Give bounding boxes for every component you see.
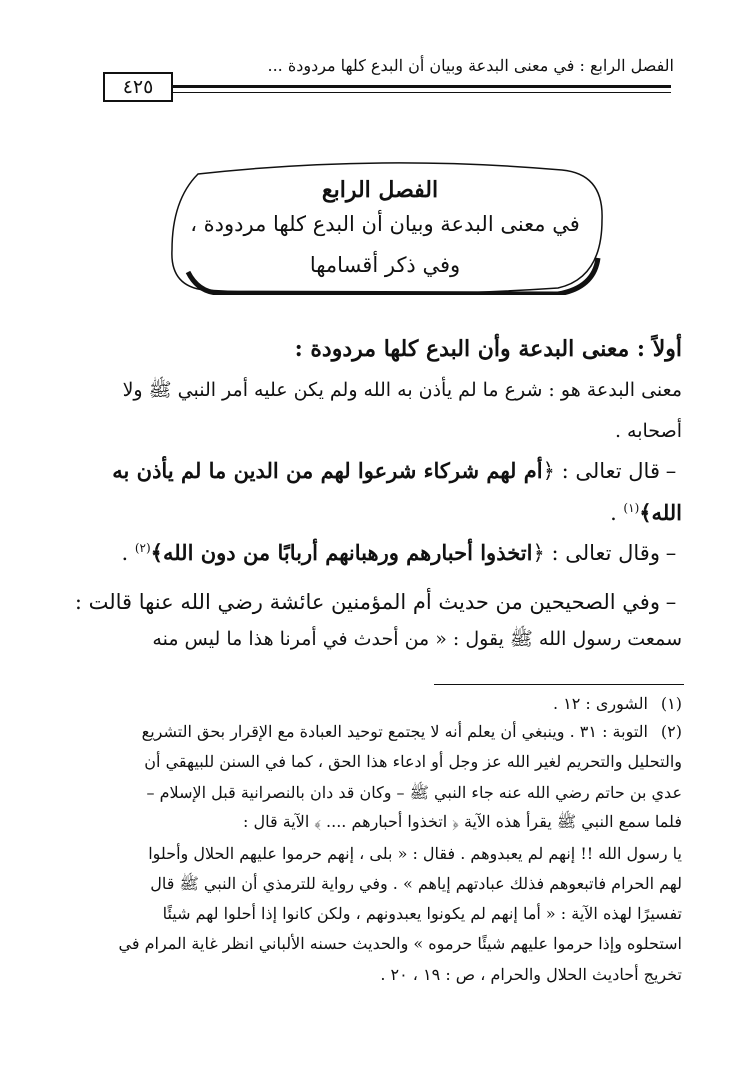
hadith-text-continued: سمعت رسول الله ﷺ يقول : « من أحدث في أمرنا هذا ما ليس منه (152, 628, 682, 650)
footnote-text: الشورى : ١٢ . (552, 694, 648, 713)
chapter-title: الفصل الرابع (321, 177, 439, 203)
running-header: الفصل الرابع : في معنى البدعة وبيان أن البدع كلها مردودة ... (267, 56, 674, 75)
definition-text-continued: أصحابه . (614, 420, 682, 442)
chapter-subtitle: في معنى البدعة وبيان أن البدع كلها مردودة ، (190, 212, 580, 236)
list-dash: – (665, 590, 677, 614)
footnote-1 (553, 694, 682, 713)
quote-text-end: الله﴾ (639, 500, 682, 525)
footnote-number: (٢) (660, 722, 682, 741)
footnote-2-line: تفسيرًا لهذه الآية : « أما إنهم لم يكونوا يعبدونهم ، ولكن كانوا إذا أحلوا لهم شيئًا (162, 904, 682, 923)
hadith-item (75, 590, 682, 614)
section-heading: أولاً : معنى البدعة وأن البدع كلها مردودة : (294, 336, 682, 362)
hadith-text: وفي الصحيحين من حديث أم المؤمنين عائشة رضي الله عنها قالت : (74, 590, 660, 614)
quote-intro: وقال تعالى : ﴿ (532, 541, 660, 565)
footnote-2-line: استحلوه وإذا حرموا عليهم شيئًا حرموه » والحديث حسنه الألباني انظر غاية المرام في (118, 934, 682, 953)
footnote-2 (142, 722, 682, 741)
quran-quote-item-1-end (610, 500, 682, 525)
definition-text: معنى البدعة هو : شرع ما لم يأذن به الله ولم يكن عليه أمر النبي ﷺ ولا (122, 379, 682, 401)
header-rule (171, 85, 671, 88)
footnote-separator (434, 684, 684, 685)
footnote-2-line: فلما سمع النبي ﷺ يقرأ هذه الآية ﴿ اتخذوا أحبارهم .... ﴾ الآية قال : (242, 812, 682, 831)
quote-intro: قال تعالى : ﴿ (542, 459, 660, 483)
footnote-2-line: تخريج أحاديث الحلال والحرام ، ص : ١٩ ، ٢٠ . (380, 965, 682, 984)
quran-quote-item-2 (121, 540, 682, 565)
page-number: ٤٢٥ (103, 72, 173, 102)
quote-text: أم لهم شركاء شرعوا لهم من الدين ما لم يأذن به (112, 458, 543, 483)
footnote-ref-2: (٢) (134, 541, 151, 555)
quran-quote-item-1 (112, 458, 682, 483)
list-dash: – (665, 541, 677, 565)
quote-close: ﴾ (150, 540, 163, 565)
footnote-2-line: عدي بن حاتم رضي الله عنه جاء النبي ﷺ – وكان قد دان بالنصرانية قبل الإسلام – (146, 783, 682, 802)
quote-terminator: . (121, 541, 135, 565)
footnote-number: (١) (660, 694, 682, 713)
quote-terminator: . (610, 501, 624, 525)
header-rule-thin (171, 92, 671, 93)
footnote-ref-1: (١) (623, 501, 640, 515)
footnote-2-line: والتحليل والتحريم لغير الله عز وجل أو ادعاء هذا الحق ، كما في السنن للبيهقي أن (144, 752, 682, 771)
chapter-subtitle-continued: وفي ذكر أقسامها (309, 253, 461, 277)
footnote-2-line: لهم الحرام فاتبعوهم فذلك عبادتهم إياهم » . وفي رواية للترمذي أن النبي ﷺ قال (150, 874, 682, 893)
footnote-text: التوبة : ٣١ . وينبغي أن يعلم أنه لا يجتمع توحيد العبادة مع الإقرار بحق التشريع (141, 722, 648, 741)
list-dash: – (665, 459, 677, 483)
footnote-2-line: يا رسول الله !! إنهم لم يعبدوهم . فقال : « بلى ، إنهم حرموا عليهم الحلال وأحلوا (148, 844, 682, 863)
quote-text: اتخذوا أحبارهم ورهبانهم أربابًا من دون الله (162, 540, 533, 565)
